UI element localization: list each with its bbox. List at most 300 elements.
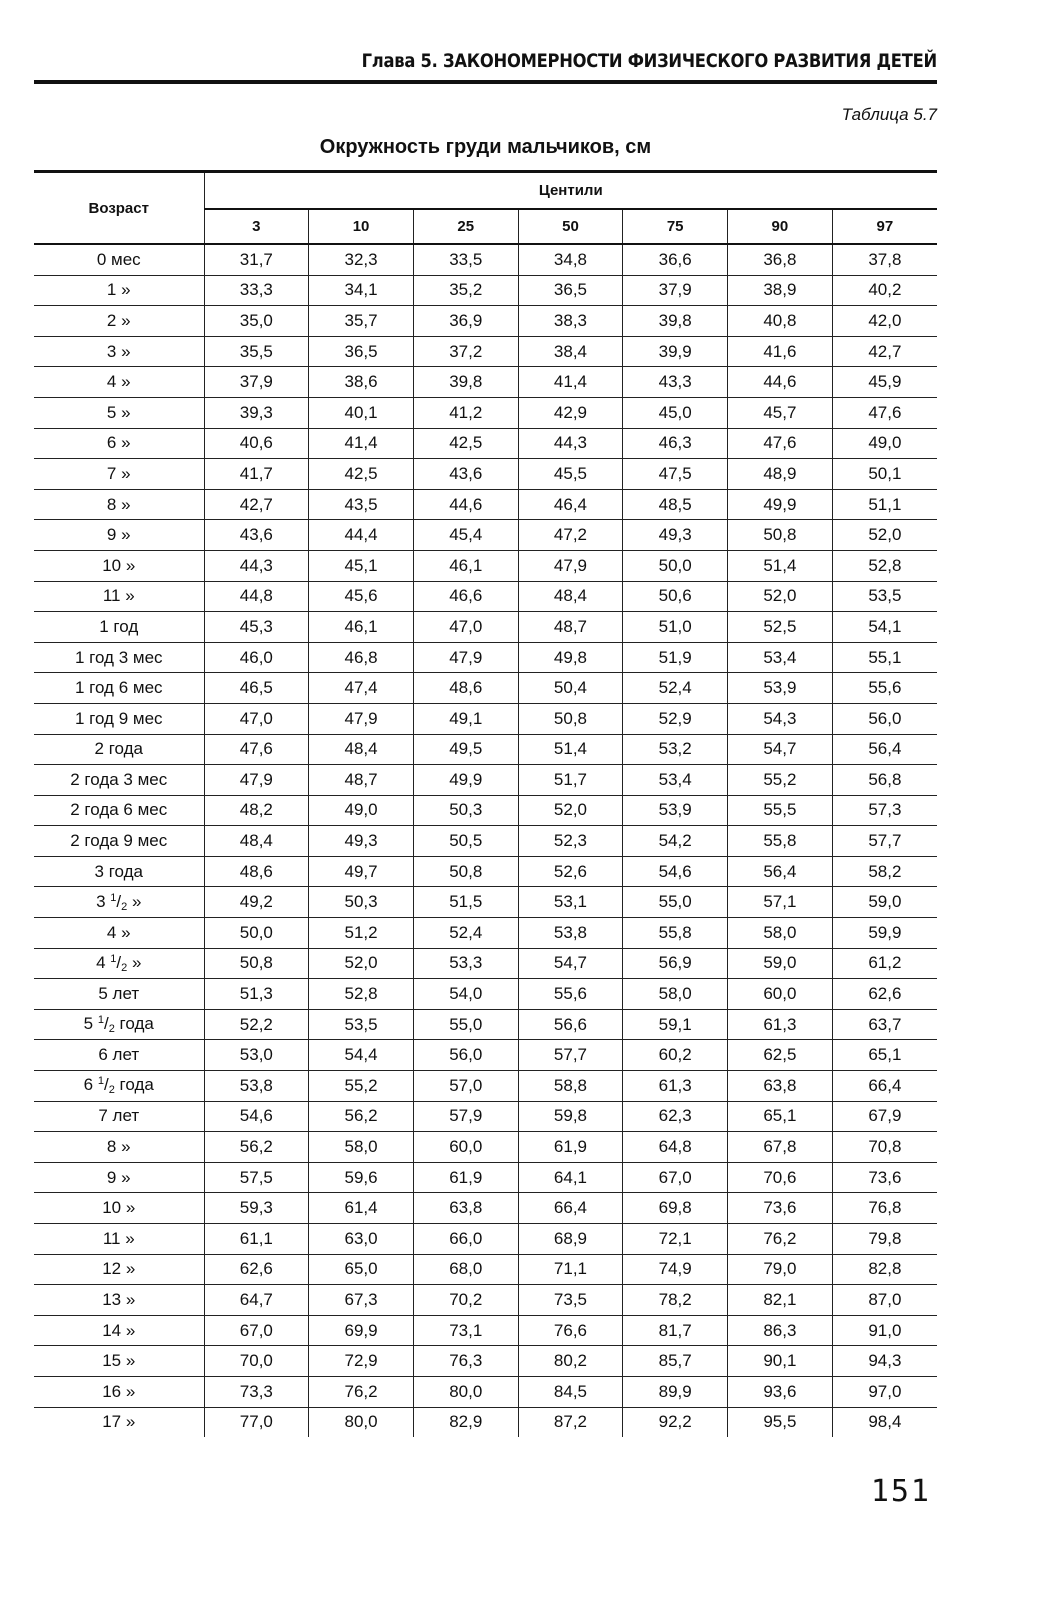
value-cell-p3: 67,0 [204,1315,309,1346]
age-unit: » [127,891,142,911]
value-cell-p90: 57,1 [728,887,833,918]
table-row [34,244,937,275]
value-cell-p25: 60,0 [413,1132,518,1163]
value-cell-p97: 47,6 [832,397,937,428]
value-cell-p10: 32,3 [309,244,414,275]
value-cell-p50: 51,7 [518,765,623,796]
value-cell-p10: 65,0 [309,1254,414,1285]
table-row [34,673,937,704]
value-cell-p3: 31,7 [204,244,309,275]
value-cell-p50: 38,3 [518,306,623,337]
value-cell-p90: 82,1 [728,1285,833,1316]
table-row [34,1407,937,1437]
table-row [34,1315,937,1346]
age-whole: 6 [83,1075,94,1095]
value-cell-p3: 56,2 [204,1132,309,1163]
value-cell-p3: 53,0 [204,1040,309,1071]
value-cell-p10: 35,7 [309,306,414,337]
value-cell-p90: 62,5 [728,1040,833,1071]
table-row [34,979,937,1010]
age-cell: 2 года 9 мес [34,826,204,857]
centile-header-25: 25 [413,209,518,244]
value-cell-p90: 40,8 [728,306,833,337]
value-cell-p3: 42,7 [204,489,309,520]
value-cell-p10: 47,4 [309,673,414,704]
value-cell-p3: 48,6 [204,856,309,887]
value-cell-p3: 73,3 [204,1376,309,1407]
table-row [34,581,937,612]
value-cell-p25: 36,9 [413,306,518,337]
value-cell-p75: 52,4 [623,673,728,704]
table-body [34,244,937,1437]
value-cell-p3: 47,6 [204,734,309,765]
value-cell-p90: 50,8 [728,520,833,551]
value-cell-p10: 67,3 [309,1285,414,1316]
value-cell-p25: 55,0 [413,1009,518,1040]
age-cell: 6 $^1/_2$ года [34,1071,204,1102]
age-cell: 2 года 3 мес [34,765,204,796]
centile-header-97: 97 [832,209,937,244]
table-row [34,459,937,490]
fraction-denominator: 2 [108,1084,115,1097]
value-cell-p90: 45,7 [728,397,833,428]
value-cell-p50: 55,6 [518,979,623,1010]
value-cell-p25: 53,3 [413,948,518,979]
age-unit: года [114,1014,154,1034]
age-cell: 8 » [34,1132,204,1163]
value-cell-p75: 78,2 [623,1285,728,1316]
value-cell-p25: 51,5 [413,887,518,918]
value-cell-p90: 61,3 [728,1009,833,1040]
value-cell-p25: 35,2 [413,275,518,306]
table-row [34,1376,937,1407]
value-cell-p97: 87,0 [832,1285,937,1316]
value-cell-p97: 76,8 [832,1193,937,1224]
value-cell-p25: 46,6 [413,581,518,612]
value-cell-p90: 56,4 [728,856,833,887]
table-row [34,1346,937,1377]
value-cell-p90: 51,4 [728,550,833,581]
value-cell-p97: 79,8 [832,1224,937,1255]
value-cell-p10: 49,3 [309,826,414,857]
value-cell-p50: 46,4 [518,489,623,520]
value-cell-p75: 43,3 [623,367,728,398]
table-row [34,795,937,826]
value-cell-p75: 46,3 [623,428,728,459]
value-cell-p25: 63,8 [413,1193,518,1224]
value-cell-p97: 59,9 [832,918,937,949]
table-row [34,1193,937,1224]
age-cell: 10 » [34,550,204,581]
value-cell-p25: 50,8 [413,856,518,887]
value-cell-p97: 57,7 [832,826,937,857]
value-cell-p97: 49,0 [832,428,937,459]
value-cell-p90: 48,9 [728,459,833,490]
value-cell-p3: 46,0 [204,642,309,673]
value-cell-p10: 59,6 [309,1162,414,1193]
age-whole: 4 [96,952,106,972]
age-cell: 4 » [34,918,204,949]
value-cell-p3: 64,7 [204,1285,309,1316]
value-cell-p97: 66,4 [832,1071,937,1102]
value-cell-p90: 73,6 [728,1193,833,1224]
value-cell-p25: 42,5 [413,428,518,459]
value-cell-p25: 61,9 [413,1162,518,1193]
value-cell-p97: 73,6 [832,1162,937,1193]
value-cell-p25: 37,2 [413,336,518,367]
age-cell: 1 год 6 мес [34,673,204,704]
value-cell-p90: 49,9 [728,489,833,520]
value-cell-p25: 49,5 [413,734,518,765]
value-cell-p75: 81,7 [623,1315,728,1346]
value-cell-p10: 51,2 [309,918,414,949]
value-cell-p50: 48,7 [518,612,623,643]
value-cell-p3: 50,8 [204,948,309,979]
value-cell-p50: 52,0 [518,795,623,826]
value-cell-p10: 45,1 [309,550,414,581]
age-cell: 4 $^1/_2$ » [34,948,204,979]
value-cell-p3: 39,3 [204,397,309,428]
value-cell-p25: 54,0 [413,979,518,1010]
value-cell-p50: 64,1 [518,1162,623,1193]
value-cell-p25: 66,0 [413,1224,518,1255]
value-cell-p90: 59,0 [728,948,833,979]
value-cell-p97: 54,1 [832,612,937,643]
table-row [34,306,937,337]
age-cell: 9 » [34,520,204,551]
value-cell-p50: 49,8 [518,642,623,673]
value-cell-p3: 52,2 [204,1009,309,1040]
value-cell-p75: 39,8 [623,306,728,337]
fraction-denominator: 2 [108,1023,115,1036]
value-cell-p50: 61,9 [518,1132,623,1163]
table-row [34,367,937,398]
value-cell-p3: 51,3 [204,979,309,1010]
age-cell: 12 » [34,1254,204,1285]
value-cell-p10: 38,6 [309,367,414,398]
value-cell-p97: 50,1 [832,459,937,490]
value-cell-p75: 55,8 [623,918,728,949]
value-cell-p50: 50,8 [518,703,623,734]
value-cell-p75: 50,0 [623,550,728,581]
value-cell-p90: 58,0 [728,918,833,949]
value-cell-p97: 94,3 [832,1346,937,1377]
value-cell-p3: 33,3 [204,275,309,306]
table-number: Таблица 5.7 [841,105,937,124]
value-cell-p3: 37,9 [204,367,309,398]
value-cell-p90: 54,3 [728,703,833,734]
value-cell-p10: 49,7 [309,856,414,887]
value-cell-p90: 47,6 [728,428,833,459]
value-cell-p75: 53,4 [623,765,728,796]
age-cell: 6 » [34,428,204,459]
table-row [34,397,937,428]
value-cell-p10: 34,1 [309,275,414,306]
age-cell: 11 » [34,581,204,612]
value-cell-p10: 42,5 [309,459,414,490]
value-cell-p50: 57,7 [518,1040,623,1071]
age-cell: 7 » [34,459,204,490]
value-cell-p50: 73,5 [518,1285,623,1316]
value-cell-p25: 70,2 [413,1285,518,1316]
value-cell-p10: 36,5 [309,336,414,367]
value-cell-p97: 82,8 [832,1254,937,1285]
value-cell-p50: 87,2 [518,1407,623,1437]
age-cell: 13 » [34,1285,204,1316]
age-cell: 9 » [34,1162,204,1193]
value-cell-p97: 55,1 [832,642,937,673]
page-number: 151 [870,1474,931,1509]
value-cell-p75: 89,9 [623,1376,728,1407]
age-column-header: Возраст [34,172,204,245]
age-cell: 1 год 9 мес [34,703,204,734]
value-cell-p90: 93,6 [728,1376,833,1407]
age-cell: 3 » [34,336,204,367]
value-cell-p3: 43,6 [204,520,309,551]
value-cell-p3: 59,3 [204,1193,309,1224]
value-cell-p90: 36,8 [728,244,833,275]
value-cell-p75: 61,3 [623,1071,728,1102]
age-cell: 2 » [34,306,204,337]
value-cell-p97: 52,0 [832,520,937,551]
value-cell-p25: 47,9 [413,642,518,673]
age-cell: 2 года 6 мес [34,795,204,826]
value-cell-p25: 39,8 [413,367,518,398]
value-cell-p90: 55,2 [728,765,833,796]
age-cell: 6 лет [34,1040,204,1071]
fraction-denominator: 2 [121,961,128,974]
value-cell-p50: 51,4 [518,734,623,765]
table-row [34,642,937,673]
value-cell-p90: 70,6 [728,1162,833,1193]
value-cell-p75: 51,9 [623,642,728,673]
value-cell-p25: 41,2 [413,397,518,428]
table-row [34,948,937,979]
value-cell-p97: 65,1 [832,1040,937,1071]
age-cell: 1 год [34,612,204,643]
value-cell-p3: 61,1 [204,1224,309,1255]
value-cell-p25: 50,5 [413,826,518,857]
value-cell-p10: 43,5 [309,489,414,520]
value-cell-p75: 54,2 [623,826,728,857]
table-row [34,918,937,949]
table-row [34,1285,937,1316]
value-cell-p25: 49,1 [413,703,518,734]
value-cell-p75: 52,9 [623,703,728,734]
value-cell-p90: 79,0 [728,1254,833,1285]
value-cell-p90: 44,6 [728,367,833,398]
value-cell-p50: 53,8 [518,918,623,949]
table-row [34,703,937,734]
value-cell-p50: 38,4 [518,336,623,367]
value-cell-p90: 65,1 [728,1101,833,1132]
value-cell-p50: 44,3 [518,428,623,459]
value-cell-p3: 41,7 [204,459,309,490]
value-cell-p75: 55,0 [623,887,728,918]
age-cell: 3 года [34,856,204,887]
value-cell-p75: 54,6 [623,856,728,887]
value-cell-p75: 53,9 [623,795,728,826]
table-row [34,1071,937,1102]
value-cell-p75: 49,3 [623,520,728,551]
age-cell: 3 $^1/_2$ » [34,887,204,918]
value-cell-p97: 62,6 [832,979,937,1010]
table-row [34,1101,937,1132]
age-unit: » [127,952,142,972]
table-row [34,1254,937,1285]
value-cell-p10: 55,2 [309,1071,414,1102]
value-cell-p75: 36,6 [623,244,728,275]
value-cell-p3: 48,2 [204,795,309,826]
value-cell-p75: 50,6 [623,581,728,612]
age-cell: 0 мес [34,244,204,275]
table-header [34,172,937,245]
age-cell: 4 » [34,367,204,398]
fraction-denominator: 2 [121,900,128,913]
value-cell-p75: 37,9 [623,275,728,306]
value-cell-p50: 47,2 [518,520,623,551]
value-cell-p10: 47,9 [309,703,414,734]
table-row [34,1009,937,1040]
value-cell-p10: 76,2 [309,1376,414,1407]
value-cell-p10: 40,1 [309,397,414,428]
value-cell-p25: 33,5 [413,244,518,275]
value-cell-p25: 56,0 [413,1040,518,1071]
centile-header-90: 90 [728,209,833,244]
table-row [34,734,937,765]
value-cell-p3: 49,2 [204,887,309,918]
value-cell-p97: 42,7 [832,336,937,367]
fraction-numerator: 1 [110,891,117,904]
value-cell-p75: 58,0 [623,979,728,1010]
value-cell-p10: 56,2 [309,1101,414,1132]
value-cell-p50: 52,3 [518,826,623,857]
value-cell-p97: 42,0 [832,306,937,337]
value-cell-p97: 51,1 [832,489,937,520]
value-cell-p90: 76,2 [728,1224,833,1255]
value-cell-p25: 50,3 [413,795,518,826]
age-cell: 5 лет [34,979,204,1010]
value-cell-p10: 44,4 [309,520,414,551]
value-cell-p10: 41,4 [309,428,414,459]
value-cell-p50: 53,1 [518,887,623,918]
table-row [34,336,937,367]
value-cell-p50: 66,4 [518,1193,623,1224]
value-cell-p90: 86,3 [728,1315,833,1346]
value-cell-p10: 58,0 [309,1132,414,1163]
value-cell-p25: 57,0 [413,1071,518,1102]
table-title: Окружность груди мальчиков, см [319,136,652,158]
value-cell-p25: 73,1 [413,1315,518,1346]
value-cell-p97: 57,3 [832,795,937,826]
value-cell-p3: 54,6 [204,1101,309,1132]
age-whole: 3 [96,891,106,911]
value-cell-p10: 49,0 [309,795,414,826]
value-cell-p75: 53,2 [623,734,728,765]
age-cell: 14 » [34,1315,204,1346]
value-cell-p25: 49,9 [413,765,518,796]
value-cell-p50: 47,9 [518,550,623,581]
age-cell: 2 года [34,734,204,765]
value-cell-p3: 50,0 [204,918,309,949]
value-cell-p97: 63,7 [832,1009,937,1040]
value-cell-p10: 80,0 [309,1407,414,1437]
value-cell-p90: 95,5 [728,1407,833,1437]
value-cell-p3: 57,5 [204,1162,309,1193]
age-cell: 5 » [34,397,204,428]
value-cell-p90: 90,1 [728,1346,833,1377]
value-cell-p50: 59,8 [518,1101,623,1132]
table-row [34,1040,937,1071]
fraction-numerator: 1 [97,1014,104,1027]
value-cell-p90: 63,8 [728,1071,833,1102]
value-cell-p3: 47,0 [204,703,309,734]
centile-header-50: 50 [518,209,623,244]
value-cell-p25: 43,6 [413,459,518,490]
value-cell-p97: 40,2 [832,275,937,306]
centile-header-10: 10 [309,209,414,244]
value-cell-p3: 77,0 [204,1407,309,1437]
value-cell-p97: 37,8 [832,244,937,275]
header-rule [34,80,937,84]
value-cell-p10: 52,8 [309,979,414,1010]
value-cell-p3: 35,0 [204,306,309,337]
value-cell-p75: 48,5 [623,489,728,520]
value-cell-p50: 76,6 [518,1315,623,1346]
value-cell-p90: 38,9 [728,275,833,306]
value-cell-p25: 76,3 [413,1346,518,1377]
value-cell-p97: 55,6 [832,673,937,704]
value-cell-p25: 48,6 [413,673,518,704]
table-row [34,612,937,643]
value-cell-p3: 46,5 [204,673,309,704]
value-cell-p10: 54,4 [309,1040,414,1071]
value-cell-p50: 42,9 [518,397,623,428]
chest-circumference-table [34,170,937,1437]
age-cell: 16 » [34,1376,204,1407]
value-cell-p10: 48,4 [309,734,414,765]
value-cell-p25: 44,6 [413,489,518,520]
value-cell-p10: 50,3 [309,887,414,918]
value-cell-p97: 98,4 [832,1407,937,1437]
value-cell-p10: 63,0 [309,1224,414,1255]
value-cell-p50: 41,4 [518,367,623,398]
table-row [34,765,937,796]
value-cell-p50: 80,2 [518,1346,623,1377]
value-cell-p75: 64,8 [623,1132,728,1163]
value-cell-p10: 69,9 [309,1315,414,1346]
value-cell-p10: 46,8 [309,642,414,673]
value-cell-p90: 55,5 [728,795,833,826]
value-cell-p97: 97,0 [832,1376,937,1407]
table-row [34,887,937,918]
value-cell-p10: 45,6 [309,581,414,612]
value-cell-p3: 35,5 [204,336,309,367]
value-cell-p90: 52,0 [728,581,833,612]
table-row [34,1162,937,1193]
value-cell-p75: 85,7 [623,1346,728,1377]
table-row [34,856,937,887]
value-cell-p75: 51,0 [623,612,728,643]
age-cell: 1 » [34,275,204,306]
value-cell-p50: 50,4 [518,673,623,704]
value-cell-p97: 59,0 [832,887,937,918]
value-cell-p90: 60,0 [728,979,833,1010]
value-cell-p75: 47,5 [623,459,728,490]
value-cell-p50: 36,5 [518,275,623,306]
value-cell-p50: 58,8 [518,1071,623,1102]
fraction-numerator: 1 [110,952,117,965]
